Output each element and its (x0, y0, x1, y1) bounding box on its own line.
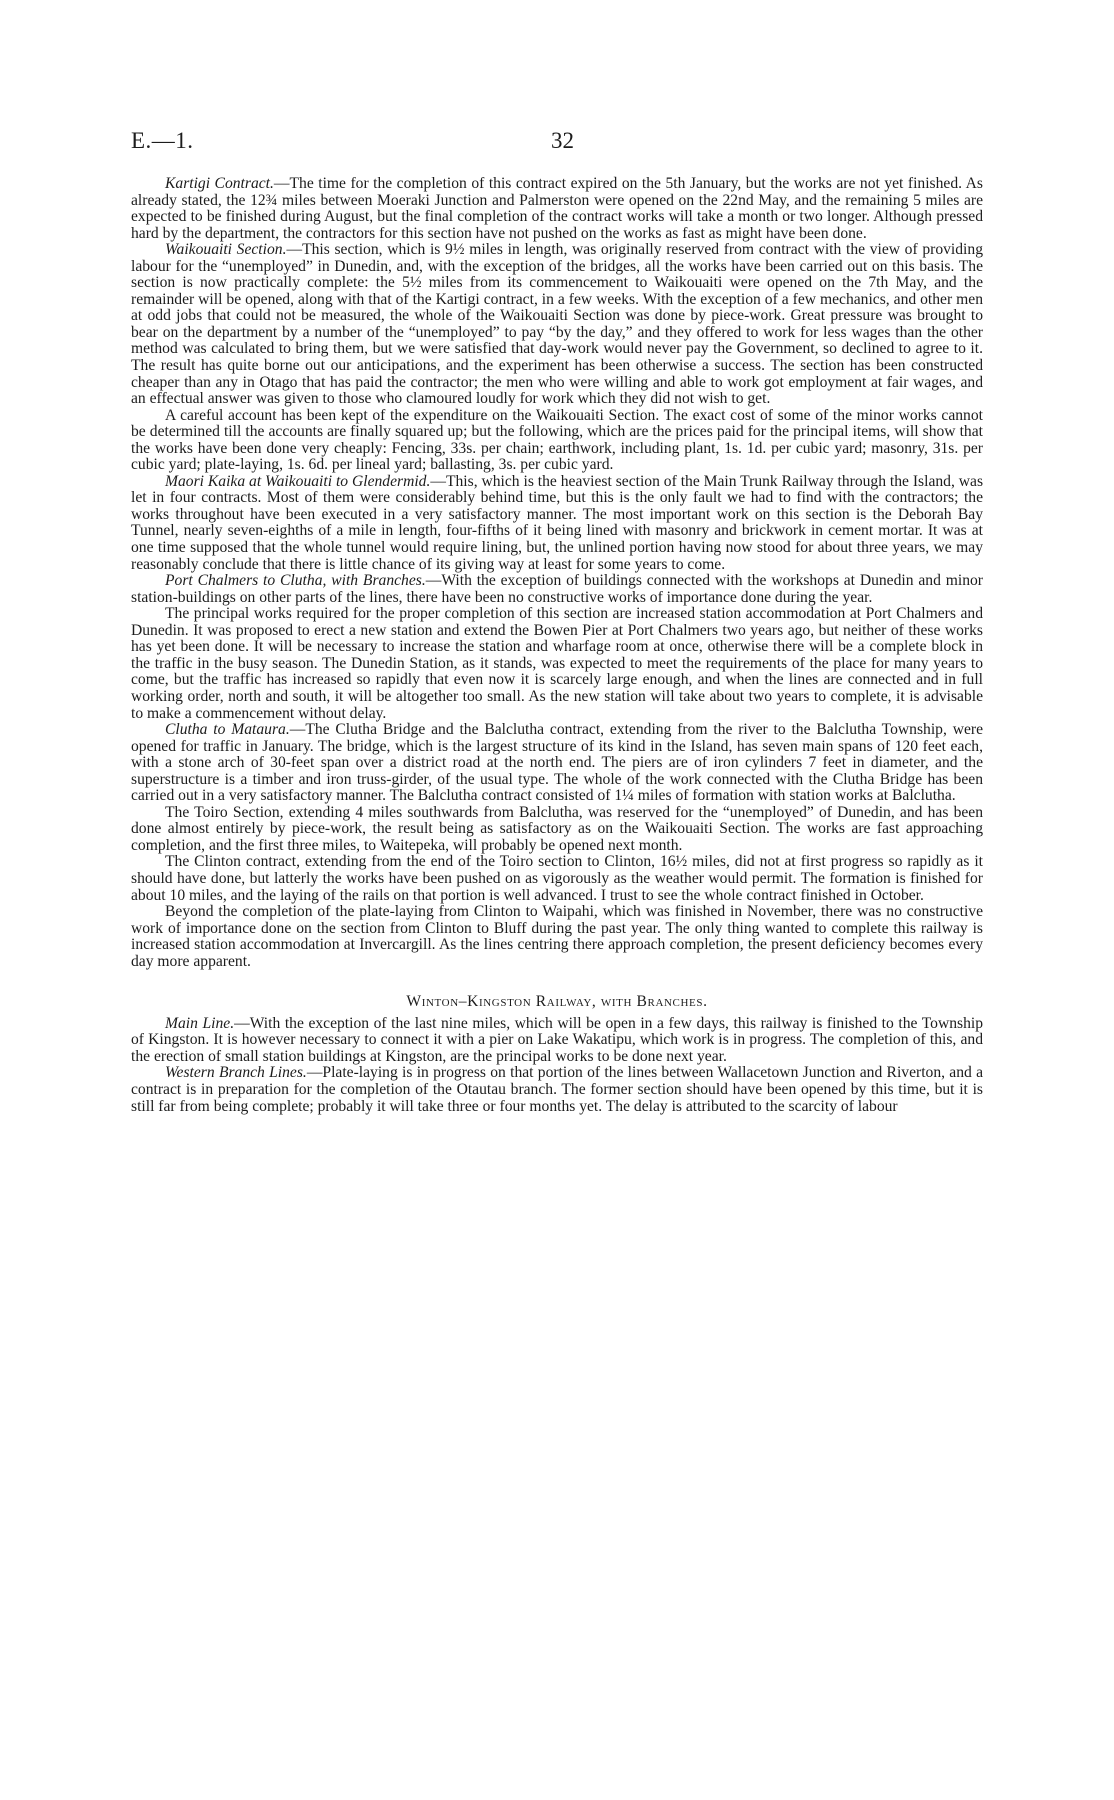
paragraph (131, 1016, 983, 1066)
paragraph (131, 474, 983, 573)
paragraph (131, 573, 983, 606)
page-number: 32 (551, 128, 574, 153)
paragraph (131, 805, 983, 855)
paragraph-heading: Kartigi Contract. (165, 175, 274, 192)
paragraph-text: —This, which is the heaviest section of the Main Trunk Railway through the Island, was let in four contracts. Most of them were considerably behind time, but this is the only fault we had to find with the contractors; the works throughout have been executed in a very satisfactory manner. The most important work on this section is the Deborah Bay Tunnel, nearly seven-eighths of a mile in length, four-fifths of it being lined with masonry and brickwork in cement mortar. It was at one time supposed that the whole tunnel would require lining, but, the unlined portion having now stood for about three years, we may reasonably conclude that there is little chance of its giving way at least for some years to come. (131, 472, 984, 573)
paragraph-text: —The Clutha Bridge and the Balclutha contract, extending from the river to the Balclutha Township, were opened for traffic in January. The bridge, which is the largest structure of its kind in the Island, has seven main spans of 120 feet each, with a stone arch of 30-feet span over a district road at the north end. The piers are of iron cylinders 7 feet in diameter, and the superstructure is a timber and iron truss-girder, of the usual type. The whole of the work connected with the Clutha Bridge has been carried out in a very satisfactory manner. The Balclutha contract consisted of 1¼ miles of formation with station works at Balclutha. (131, 721, 983, 805)
document-reference: E.—1. (131, 128, 194, 153)
paragraph-text: —The time for the completion of this contract expired on the 5th January, but the works are not yet finished. As already stated, the 12¾ miles between Moeraki Junction and Palmerston were opened on the 22nd May, and the remaining 5 miles are expected to be finished during August, but the final completion of the contract works will take a month or two longer. Although pressed hard by the department, the contractors for this section have not pushed on the works as fast as might have been done. (131, 175, 983, 242)
paragraph-heading: Main Line. (165, 1014, 235, 1032)
paragraph-text: The principal works required for the proper completion of this section are increased station accommodation at Port Chalmers and Dunedin. It was proposed to erect a new station and extend the Bowen Pier at Port Chalmers two years ago, but neither of these works has yet been done. It will be necessary to increase the station and wharfage room at once, otherwise there will be a complete block in the traffic in the busy season. The Dunedin Station, as it stands, was expected to meet the requirements of the place for many years to come, but the traffic has increased so rapidly that even now it is scarcely large enough, and when the lines are connected and in full working order, north and south, it will be altogether too small. As the new station will take about two years to complete, it is advisable to make a commencement without delay. (131, 605, 983, 722)
paragraph (131, 408, 983, 474)
paragraph (131, 854, 983, 904)
paragraph (131, 722, 983, 805)
paragraph (131, 176, 983, 242)
paragraph-heading: Clutha to Mataura. (165, 721, 290, 739)
paragraph (131, 904, 983, 970)
paragraph-heading: Waikouaiti Section. (165, 241, 287, 259)
section-heading: Winton–Kingston Railway, with Branches. (406, 993, 708, 1011)
paragraph-text: Beyond the completion of the plate-laying from Clinton to Waipahi, which was finished in November, there was no constructive work of importance done on the section from Clinton to Bluff during the past year. The only thing wanted to complete this railway is increased station accommodation at Invercargill. As the lines centring there approach completion, the present deficiency becomes every day more apparent. (131, 903, 983, 970)
paragraph-text: The Clinton contract, extending from the end of the Toiro section to Clinton, 16½ miles, did not at first progress so rapidly as it should have done, but latterly the works have been pushed on as vigorously as the weather would permit. The formation is finished for about 10 miles, and the laying of the rails on that portion is well advanced. I trust to see the whole contract finished in October. (131, 853, 983, 904)
paragraph-text: A careful account has been kept of the expenditure on the Waikouaiti Section. The exact cost of some of the minor works cannot be determined till the accounts are finally squared up; but the following, which are the prices paid for the principal items, will show that the works have been done very cheaply: Fencing, 33s. per chain; earthwork, including plant, 1s. 1d. per cubic yard; masonry, 31s. per cubic yard; plate-laying, 1s. 6d. per lineal yard; ballasting, 3s. per cubic yard. (131, 406, 983, 474)
paragraph-heading: Port Chalmers to Clutha, with Branches. (165, 572, 426, 590)
paragraph (131, 606, 983, 722)
paragraph-text: —With the exception of buildings connected with the workshops at Dunedin and minor station-buildings on other parts of the lines, there have been no constructive works of importance done during the year. (131, 572, 983, 606)
paragraph-text: —This section, which is 9½ miles in length, was originally reserved from contract with the view of providing labour for the “unemployed” in Dunedin, and, with the exception of the bridges, all the works have been carried out on this basis. The section is now practically complete: the 5½ miles from its commencement to Waikouaiti were opened on the 7th May, and the remainder will be opened, along with that of the Kartigi contract, in a few weeks. With the exception of a few mechanics, and other men at odd jobs that could not be measured, the whole of the Waikouaiti Section was done by piece-work. Great pressure was brought to bear on the department by a number of the “unemployed” to pay “by the day,” and they offered to work for less wages than the other method was calculated to bring them, but we were satisfied that day-work would never pay the Government, so declined to agree to it. The result has quite borne out our anticipations, and the experiment has been otherwise a success. The section has been constructed cheaper than any in Otago that has paid the contractor; the men who were willing and able to work got employment at fair wages, and an effectual answer was given to those who clamoured loudly for work which they did not wish to get. (131, 241, 983, 408)
paragraph (131, 242, 983, 407)
paragraph-heading: Maori Kaika at Waikouaiti to Glendermid. (165, 472, 431, 490)
paragraph-text: The Toiro Section, extending 4 miles southwards from Balclutha, was reserved for the “unemployed” of Dunedin, and has been done almost entirely by piece-work, the result being as satisfactory as on the Waikouaiti Section. The works are fast approaching completion, and the first three miles, to Waitepeka, will probably be opened next month. (131, 803, 983, 854)
paragraph (131, 1065, 983, 1115)
paragraph-heading: Western Branch Lines. (165, 1064, 307, 1082)
paragraph-text: —Plate-laying is in progress on that portion of the lines between Wallacetown Junction and Riverton, and a contract is in preparation for the completion of the Otautau branch. The former section should have been opened by this time, but it is still far from being complete; probably it will take three or four months yet. The delay is attributed to the scarcity of labour (131, 1064, 984, 1115)
document-body (131, 176, 983, 1115)
page-header (131, 128, 983, 158)
paragraph-text: —With the exception of the last nine miles, which will be open in a few days, this railway is finished to the Township of Kingston. It is however necessary to connect it with a pier on Lake Wakatipu, which work is in progress. The completion of this, and the erection of small station buildings at Kingston, are the principal works to be done next year. (131, 1014, 983, 1065)
